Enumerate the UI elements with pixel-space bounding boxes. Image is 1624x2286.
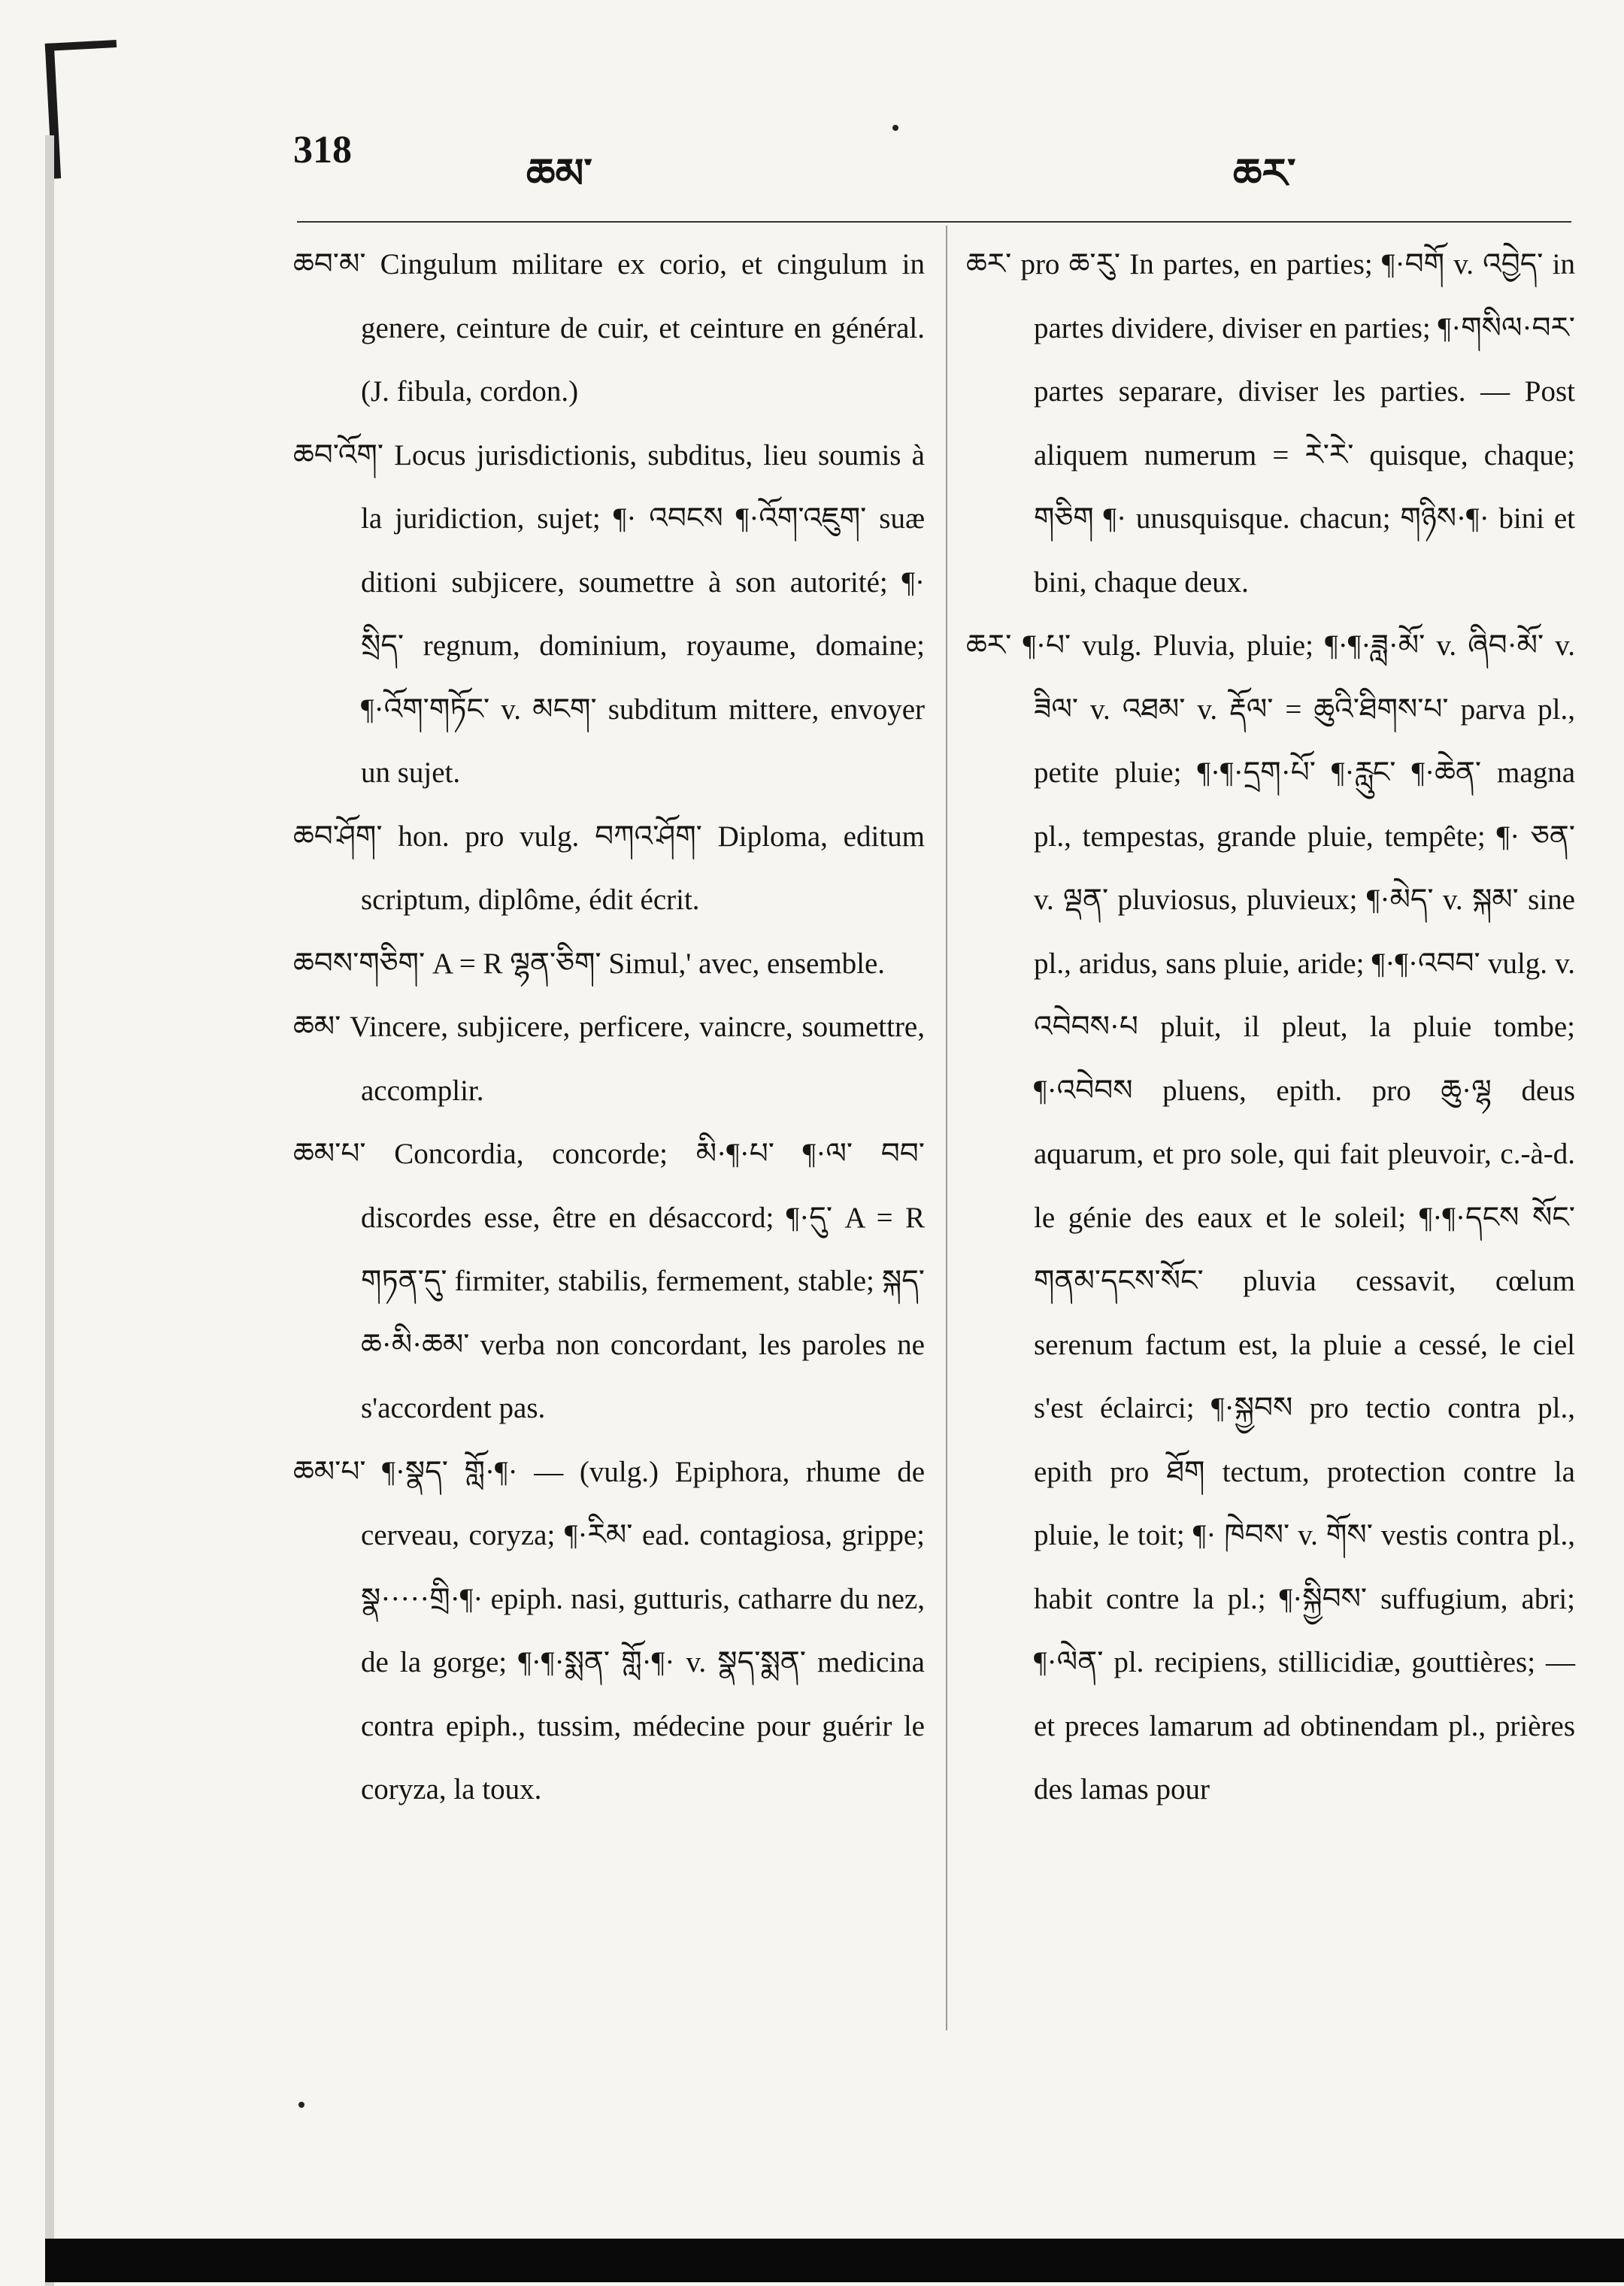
- dictionary-entry: ཆམ་པ་ ¶·སྣད་ གློ·¶· — (vulg.) Epiphora, rhume de cerveau, coryza; ¶·རིམ་ ead. contagiosa, grippe; སྣ·····གྲི·¶· epiph. nasi, gutturis, catharre du nez, de la gorge; ¶·¶·སྨན་ གློ·¶· v. སྣད་སྨན་ medicina contra epiph., tussim, médecine pour guérir le coryza, la toux.: [293, 1455, 925, 1805]
- dictionary-entry: ཆབ་མ་ Cingulum militare ex corio, et cingulum in genere, ceinture de cuir, et ceinture en général. (J. fibula, cordon.): [293, 248, 925, 408]
- page-edge: [45, 135, 54, 2286]
- dictionary-entry: ཆར་ ¶·པ་ vulg. Pluvia, pluie; ¶·¶·ཟླ·མོ་ v. ཞིབ·མོ་ v. ཟིལ་ v. འཐམ་ v. རྡོལ་ = ཆུའི་ཐིགས་པ་ parva pl., petite pluie; ¶·¶·དྲག·པོ་ ¶·རླུང་ ¶·ཆེན་ magna pl., tempestas, grande pluie, tempête; ¶· ཅན་ v. ལྡན་ pluviosus, pluvieux; ¶·མེད་ v. སྐམ་ sine pl., aridus, sans pluie, aride; ¶·¶·འབབ་ vulg. v. འབེབས·པ pluit, il pleut, la pluie tombe; ¶·འབེབས pluens, epith. pro ཆུ·ལྷ deus aquarum, et pro sole, qui fait pleuvoir, c.-à-d. le génie des eaux et le soleil; ¶·¶·དངས སོང་ གནམ་དངས་སོང་ pluvia cessavit, cœlum serenum factum est, la pluie a cessé, le ciel s'est éclairci; ¶·སྐྱབས pro tectio contra pl., epith pro ཐོག tectum, protection contre la pluie, le toit; ¶· ཁེབས་ v. གོས་ vestis contra pl., habit contre la pl.; ¶·སྐྱིབས་ suffugium, abri; ¶·ལེན་ pl. recipiens, stillicidiæ, gouttières; — et preces lamarum ad obtinendam pl., prières des lamas pour: [966, 629, 1575, 1805]
- dictionary-entry: ཆམ་ Vincere, subjicere, perficere, vaincre, soumettre, accomplir.: [293, 1011, 925, 1107]
- right-column: [966, 233, 1575, 1822]
- left-column: [293, 233, 925, 1822]
- dictionary-entry: ཆབ་ཤོག་ hon. pro vulg. བཀའ་ཤོག་ Diploma, editum scriptum, diplôme, édit écrit.: [293, 820, 925, 916]
- dictionary-entry: ཆམ་པ་ Concordia, concorde; མི·¶·པ་ ¶·ལ་ བབ་ discordes esse, être en désaccord; ¶·དུ་ A = R གཏན་དུ་ firmiter, stabilis, fermement, stable; སྐད་ཆ·མི·ཆམ་ verba non concordant, les paroles ne s'accordent pas.: [293, 1138, 925, 1424]
- page-header: [0, 0, 1624, 226]
- column-divider: [946, 226, 947, 2030]
- scan-bottom-bar: [45, 2239, 1624, 2282]
- ink-speck: [892, 125, 898, 131]
- running-head-right: ཆར་: [1233, 151, 1296, 196]
- ink-speck: [298, 2102, 304, 2108]
- page-number: 318: [293, 129, 352, 171]
- dictionary-entry: ཆར་ pro ཆ་རུ་ In partes, en parties; ¶·བགོ v. འབྱེད་ in partes dividere, diviser en parties; ¶·གསིལ·བར་ partes separare, diviser les parties. — Post aliquem numerum = རེ་རེ་ quisque, chaque; གཅིག ¶· unusquisque. chacun; གཉིས·¶· bini et bini, chaque deux.: [966, 248, 1575, 599]
- dictionary-entry: ཆབས་གཅིག་ A = R ལྷན་ཅིག་ Simul,' avec, ensemble.: [293, 947, 886, 980]
- running-head-left: ཆམ་: [526, 151, 592, 196]
- dictionary-entry: ཆབ་འོག་ Locus jurisdictionis, subditus, lieu soumis à la juridiction, sujet; ¶· འབངས ¶·འོག་འཇུག་ suæ ditioni subjicere, soumettre à son autorité; ¶· སྲིད་ regnum, dominium, royaume, domaine; ¶·འོག་གཏོང་ v. མངག་ subditum mittere, envoyer un sujet.: [293, 438, 925, 789]
- header-rule: [297, 221, 1571, 223]
